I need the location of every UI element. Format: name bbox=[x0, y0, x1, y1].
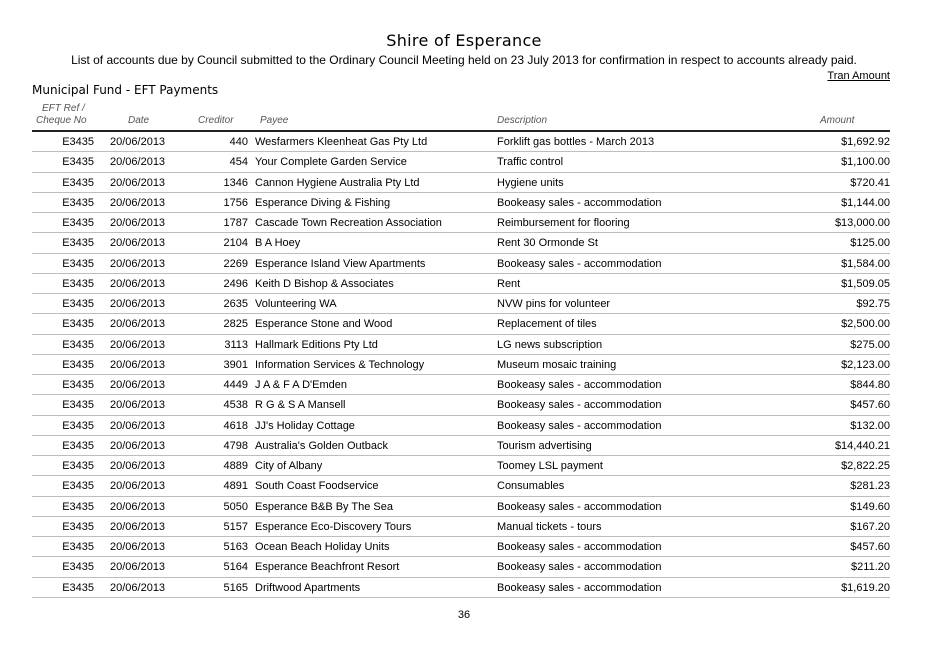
row-description: Toomey LSL payment bbox=[497, 460, 603, 472]
table-row bbox=[32, 416, 890, 436]
row-eft-ref: E3435 bbox=[62, 480, 94, 493]
row-eft-ref: E3435 bbox=[62, 277, 94, 290]
table-row bbox=[32, 193, 890, 213]
row-eft-ref: E3435 bbox=[62, 136, 94, 148]
row-creditor: 2496 bbox=[223, 277, 248, 290]
row-eft-ref: E3435 bbox=[62, 379, 94, 391]
row-payee: Driftwood Apartments bbox=[255, 581, 361, 594]
row-payee: Cannon Hygiene Australia Pty Ltd bbox=[255, 176, 420, 189]
table-row bbox=[32, 395, 890, 415]
row-date: 20/06/2013 bbox=[110, 156, 166, 169]
row-payee: Cascade Town Recreation Association bbox=[255, 217, 442, 229]
row-payee: Esperance Eco-Discovery Tours bbox=[255, 520, 412, 533]
row-creditor: 4449 bbox=[223, 379, 248, 391]
row-eft-ref: E3435 bbox=[62, 460, 94, 472]
row-creditor: 454 bbox=[229, 156, 248, 169]
row-date: 20/06/2013 bbox=[110, 136, 166, 148]
row-amount: $2,500.00 bbox=[841, 318, 890, 331]
row-description: NVW pins for volunteer bbox=[497, 298, 611, 310]
row-date: 20/06/2013 bbox=[110, 419, 166, 432]
page-title: Shire of Esperance bbox=[386, 31, 542, 50]
row-amount: $281.23 bbox=[850, 480, 890, 493]
row-payee: Esperance B&B By The Sea bbox=[255, 500, 393, 513]
row-description: Bookeasy sales - accommodation bbox=[497, 196, 662, 209]
table-row bbox=[32, 375, 890, 395]
header-payee: Payee bbox=[260, 115, 289, 126]
header-date: Date bbox=[128, 115, 150, 126]
header-ref-line2: Cheque No bbox=[36, 115, 87, 126]
row-amount: $14,440.21 bbox=[834, 439, 890, 452]
row-description: Bookeasy sales - accommodation bbox=[497, 561, 662, 574]
row-date: 20/06/2013 bbox=[110, 196, 166, 209]
row-description: Bookeasy sales - accommodation bbox=[497, 257, 662, 270]
row-creditor: 1787 bbox=[223, 217, 248, 229]
table-row bbox=[32, 476, 890, 496]
tran-amount-label: Tran Amount bbox=[827, 70, 890, 82]
row-date: 20/06/2013 bbox=[110, 318, 166, 331]
row-eft-ref: E3435 bbox=[62, 561, 94, 574]
row-payee: Hallmark Editions Pty Ltd bbox=[255, 338, 378, 351]
row-creditor: 3901 bbox=[223, 358, 248, 371]
table-row bbox=[32, 355, 890, 375]
table-row bbox=[32, 254, 890, 274]
row-payee: Esperance Stone and Wood bbox=[255, 318, 393, 331]
row-description: Bookeasy sales - accommodation bbox=[497, 541, 662, 553]
row-date: 20/06/2013 bbox=[110, 358, 166, 371]
row-description: Replacement of tiles bbox=[497, 318, 597, 331]
row-date: 20/06/2013 bbox=[110, 338, 166, 351]
row-date: 20/06/2013 bbox=[110, 520, 166, 533]
row-payee: Esperance Island View Apartments bbox=[255, 257, 426, 270]
row-creditor: 3113 bbox=[224, 338, 248, 351]
row-date: 20/06/2013 bbox=[110, 480, 166, 493]
row-amount: $275.00 bbox=[850, 338, 890, 351]
row-description: Forklift gas bottles - March 2013 bbox=[497, 136, 655, 148]
row-amount: $1,100.00 bbox=[841, 156, 890, 169]
row-description: Hygiene units bbox=[497, 176, 564, 189]
row-description: Bookeasy sales - accommodation bbox=[497, 379, 662, 391]
table-row bbox=[32, 314, 890, 334]
row-description: Consumables bbox=[497, 480, 565, 493]
row-date: 20/06/2013 bbox=[110, 379, 166, 391]
row-amount: $1,584.00 bbox=[841, 257, 890, 270]
row-creditor: 4538 bbox=[223, 399, 248, 412]
row-amount: $1,692.92 bbox=[841, 136, 890, 148]
row-description: Bookeasy sales - accommodation bbox=[497, 399, 662, 412]
row-date: 20/06/2013 bbox=[110, 541, 166, 553]
row-description: Rent 30 Ormonde St bbox=[497, 237, 598, 250]
row-creditor: 1756 bbox=[223, 196, 248, 209]
row-description: Museum mosaic training bbox=[497, 358, 617, 371]
row-amount: $13,000.00 bbox=[834, 217, 890, 229]
table-row bbox=[32, 557, 890, 577]
row-creditor: 440 bbox=[229, 136, 248, 148]
row-payee: JJ's Holiday Cottage bbox=[255, 419, 355, 432]
row-creditor: 2635 bbox=[223, 298, 248, 310]
page-number: 36 bbox=[457, 609, 471, 621]
row-creditor: 1346 bbox=[223, 176, 248, 189]
row-description: Tourism advertising bbox=[497, 439, 592, 452]
row-amount: $2,123.00 bbox=[841, 358, 890, 371]
row-creditor: 5163 bbox=[223, 541, 248, 553]
row-creditor: 2825 bbox=[223, 318, 248, 331]
row-date: 20/06/2013 bbox=[110, 581, 166, 594]
table-row bbox=[32, 537, 890, 557]
row-payee: Esperance Beachfront Resort bbox=[255, 561, 400, 574]
row-payee: Wesfarmers Kleenheat Gas Pty Ltd bbox=[255, 136, 428, 148]
row-date: 20/06/2013 bbox=[110, 298, 166, 310]
row-payee: Australia's Golden Outback bbox=[255, 439, 388, 452]
row-payee: Esperance Diving & Fishing bbox=[255, 196, 391, 209]
row-payee: City of Albany bbox=[255, 460, 323, 472]
header-description: Description bbox=[497, 115, 548, 126]
table-row bbox=[32, 132, 890, 152]
row-creditor: 4798 bbox=[223, 439, 248, 452]
row-amount: $211.20 bbox=[851, 561, 890, 574]
table-row bbox=[32, 497, 890, 517]
row-description: Bookeasy sales - accommodation bbox=[497, 581, 662, 594]
row-creditor: 5050 bbox=[223, 500, 248, 513]
row-description: LG news subscription bbox=[497, 338, 603, 351]
page-subtitle: List of accounts due by Council submitted to the Ordinary Council Meeting held on 23 July 2013 for confirmation in respect to accounts already paid. bbox=[71, 53, 857, 67]
payments-table bbox=[32, 132, 890, 598]
table-row bbox=[32, 152, 890, 172]
row-eft-ref: E3435 bbox=[62, 318, 94, 331]
row-date: 20/06/2013 bbox=[110, 277, 166, 290]
row-description: Manual tickets - tours bbox=[497, 520, 602, 533]
row-date: 20/06/2013 bbox=[110, 257, 166, 270]
row-payee: B A Hoey bbox=[255, 237, 301, 250]
row-amount: $149.60 bbox=[850, 500, 890, 513]
row-eft-ref: E3435 bbox=[62, 520, 94, 533]
row-payee: Information Services & Technology bbox=[255, 358, 425, 371]
row-eft-ref: E3435 bbox=[62, 419, 94, 432]
row-description: Bookeasy sales - accommodation bbox=[497, 419, 662, 432]
row-date: 20/06/2013 bbox=[110, 460, 166, 472]
row-creditor: 5164 bbox=[223, 561, 248, 574]
row-eft-ref: E3435 bbox=[62, 500, 94, 513]
table-row bbox=[32, 294, 890, 314]
row-creditor: 4618 bbox=[223, 419, 248, 432]
row-date: 20/06/2013 bbox=[110, 561, 166, 574]
row-description: Reimbursement for flooring bbox=[497, 217, 630, 229]
table-row bbox=[32, 173, 890, 193]
row-amount: $132.00 bbox=[850, 419, 890, 432]
row-amount: $1,619.20 bbox=[841, 581, 890, 594]
row-description: Traffic control bbox=[497, 156, 564, 169]
row-eft-ref: E3435 bbox=[62, 176, 94, 189]
table-row bbox=[32, 436, 890, 456]
row-payee: Volunteering WA bbox=[255, 298, 337, 310]
row-eft-ref: E3435 bbox=[62, 217, 94, 229]
row-amount: $2,822.25 bbox=[841, 460, 890, 472]
header-creditor: Creditor bbox=[198, 115, 234, 126]
row-amount: $92.75 bbox=[856, 298, 890, 310]
table-row bbox=[32, 517, 890, 537]
row-amount: $457.60 bbox=[850, 541, 890, 553]
table-row bbox=[32, 213, 890, 233]
table-row bbox=[32, 233, 890, 253]
row-date: 20/06/2013 bbox=[110, 439, 166, 452]
header-ref-line1: EFT Ref / bbox=[42, 103, 85, 114]
row-date: 20/06/2013 bbox=[110, 176, 166, 189]
row-amount: $844.80 bbox=[850, 379, 890, 391]
row-date: 20/06/2013 bbox=[110, 237, 166, 250]
row-creditor: 2269 bbox=[223, 257, 248, 270]
row-creditor: 2104 bbox=[223, 237, 248, 250]
row-payee: Your Complete Garden Service bbox=[255, 156, 407, 169]
row-amount: $720.41 bbox=[850, 176, 890, 189]
row-eft-ref: E3435 bbox=[62, 257, 94, 270]
row-payee: Keith D Bishop & Associates bbox=[255, 277, 394, 290]
row-eft-ref: E3435 bbox=[62, 399, 94, 412]
row-eft-ref: E3435 bbox=[62, 156, 94, 169]
row-creditor: 5157 bbox=[223, 520, 248, 533]
row-date: 20/06/2013 bbox=[110, 217, 166, 229]
row-amount: $1,509.05 bbox=[841, 277, 890, 290]
row-payee: J A & F A D'Emden bbox=[255, 379, 347, 391]
table-row bbox=[32, 456, 890, 476]
row-eft-ref: E3435 bbox=[62, 298, 94, 310]
header-amount: Amount bbox=[820, 115, 855, 126]
section-title: Municipal Fund - EFT Payments bbox=[32, 83, 219, 97]
row-eft-ref: E3435 bbox=[62, 439, 94, 452]
row-amount: $1,144.00 bbox=[841, 196, 890, 209]
row-amount: $457.60 bbox=[850, 399, 890, 412]
row-eft-ref: E3435 bbox=[62, 237, 94, 250]
row-eft-ref: E3435 bbox=[62, 581, 94, 594]
row-creditor: 4891 bbox=[223, 480, 248, 493]
row-payee: South Coast Foodservice bbox=[255, 480, 379, 493]
row-date: 20/06/2013 bbox=[110, 399, 166, 412]
row-date: 20/06/2013 bbox=[110, 500, 166, 513]
table-row bbox=[32, 335, 890, 355]
table-row bbox=[32, 578, 890, 598]
row-description: Rent bbox=[497, 277, 521, 290]
row-creditor: 5165 bbox=[223, 581, 248, 594]
table-row bbox=[32, 274, 890, 294]
row-amount: $167.20 bbox=[850, 520, 890, 533]
row-eft-ref: E3435 bbox=[62, 338, 94, 351]
row-payee: R G & S A Mansell bbox=[255, 399, 346, 412]
row-amount: $125.00 bbox=[850, 237, 890, 250]
row-payee: Ocean Beach Holiday Units bbox=[255, 541, 390, 553]
row-eft-ref: E3435 bbox=[62, 358, 94, 371]
row-creditor: 4889 bbox=[223, 460, 248, 472]
row-description: Bookeasy sales - accommodation bbox=[497, 500, 662, 513]
row-eft-ref: E3435 bbox=[62, 196, 94, 209]
row-eft-ref: E3435 bbox=[62, 541, 94, 553]
